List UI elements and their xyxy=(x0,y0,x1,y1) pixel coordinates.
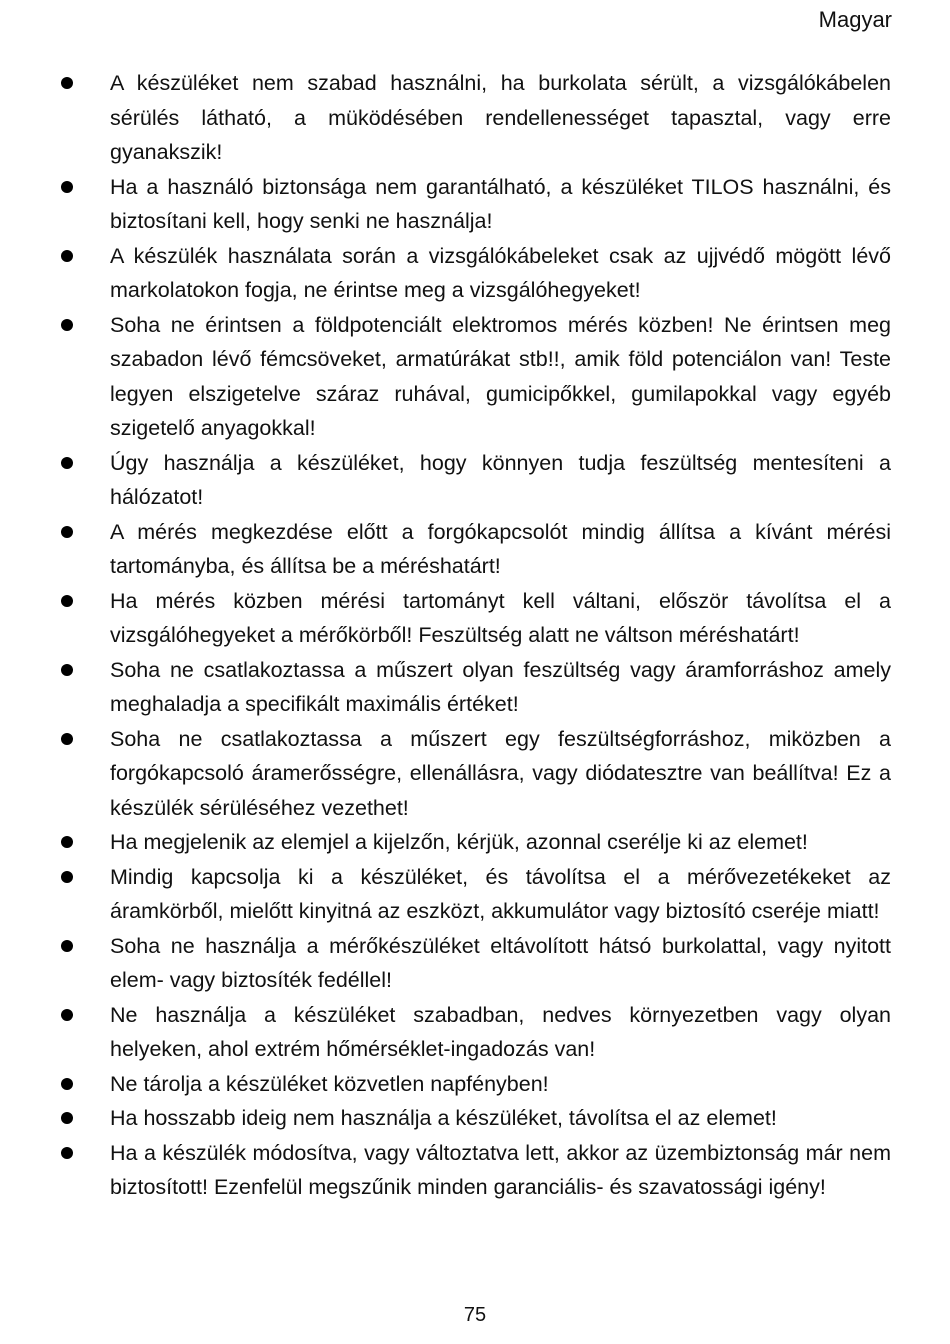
bullet-icon xyxy=(61,1147,73,1159)
list-item-text: Soha ne csatlakoztassa a műszert olyan feszültség vagy áramforráshoz amely meghaladja a specifikált maximális értéket! xyxy=(110,657,891,716)
list-item xyxy=(0,515,950,584)
bullet-icon xyxy=(61,319,73,331)
bullet-icon xyxy=(61,181,73,193)
list-item xyxy=(0,170,950,239)
bullet-icon xyxy=(61,940,73,952)
list-item-text: Mindig kapcsolja ki a készüléket, és távolítsa el a mérővezetékeket az áramkörből, mielőtt kinyitná az eszközt, akkumulátor vagy biztosító cseréje miatt! xyxy=(110,864,891,923)
list-item-text: Ha mérés közben mérési tartományt kell váltani, először távolítsa el a vizsgálóhegyeket a mérőkörből! Feszültség alatt ne váltson méréshatárt! xyxy=(110,588,891,647)
bullet-icon xyxy=(61,250,73,262)
list-item xyxy=(0,66,950,170)
list-item xyxy=(0,1101,950,1136)
list-item-text: Ha megjelenik az elemjel a kijelzőn, kérjük, azonnal cserélje ki az elemet! xyxy=(110,830,808,854)
bullet-icon xyxy=(61,1009,73,1021)
list-item-text: Soha ne használja a mérőkészüléket eltávolított hátsó burkolattal, vagy nyitott elem- vagy biztosíték fedéllel! xyxy=(110,933,891,992)
list-item-text: Úgy használja a készüléket, hogy könnyen tudja feszültség mentesíteni a hálózatot! xyxy=(110,450,891,509)
list-item xyxy=(0,929,950,998)
list-item xyxy=(0,860,950,929)
bullet-icon xyxy=(61,1112,73,1124)
list-item xyxy=(0,825,950,860)
list-item xyxy=(0,1136,950,1205)
list-item-text: Soha ne csatlakoztassa a műszert egy feszültségforráshoz, miközben a forgókapcsoló áramerősségre, ellenállásra, vagy diódatesztre van beállítva! Ez a készülék sérüléséhez vezethet! xyxy=(110,726,891,820)
bullet-icon xyxy=(61,836,73,848)
list-item xyxy=(0,998,950,1067)
language-header: Magyar xyxy=(818,7,892,32)
list-item-text: Ha a használó biztonsága nem garantálható, a készüléket TILOS használni, és biztosítani kell, hogy senki ne használja! xyxy=(110,174,891,233)
list-item xyxy=(0,584,950,653)
list-item xyxy=(0,653,950,722)
bullet-icon xyxy=(61,664,73,676)
list-item-text: A mérés megkezdése előtt a forgókapcsolót mindig állítsa a kívánt mérési tartományba, és állítsa be a méréshatárt! xyxy=(110,519,891,578)
list-item xyxy=(0,239,950,308)
list-item-text: Ha hosszabb ideig nem használja a készüléket, távolítsa el az elemet! xyxy=(110,1106,777,1130)
list-item xyxy=(0,722,950,826)
list-item-text: A készüléket nem szabad használni, ha burkolata sérült, a vizsgálókábelen sérülés látható, a müködésében rendellenességet tapasztal, vagy erre gyanakszik! xyxy=(110,71,891,164)
bullet-icon xyxy=(61,457,73,469)
list-item-text: Soha ne érintsen a földpotenciált elektromos mérés közben! Ne érintsen meg szabadon lévő fémcsöveket, armatúrákat stb!!, amik föld potenciálon van! Teste legyen elszigetelve száraz ruhával, gumicipőkkel, gumilapokkal vagy egyéb szigetelő anyagokkal! xyxy=(110,312,891,440)
list-item-text: A készülék használata során a vizsgálókábeleket csak az ujjvédő mögött lévő markolatokon fogja, ne érintse meg a vizsgálóhegyeket! xyxy=(110,243,891,302)
bullet-icon xyxy=(61,595,73,607)
list-item-text: Ha a készülék módosítva, vagy változtatva lett, akkor az üzembiztonság már nem biztosított! Ezenfelül megszűnik minden garanciális- és szavatossági igény! xyxy=(110,1140,891,1199)
list-item xyxy=(0,308,950,446)
bullet-icon xyxy=(61,733,73,745)
bullet-icon xyxy=(61,871,73,883)
bullet-icon xyxy=(61,77,73,89)
list-item-text: Ne használja a készüléket szabadban, nedves környezetben vagy olyan helyeken, ahol extrém hőmérséklet-ingadozás van! xyxy=(110,1002,891,1061)
list-item-text: Ne tárolja a készüléket közvetlen napfényben! xyxy=(110,1071,549,1096)
list-item xyxy=(0,446,950,515)
bullet-icon xyxy=(61,526,73,538)
safety-instructions-list xyxy=(0,66,950,1205)
list-item xyxy=(0,1067,950,1102)
page-number: 75 xyxy=(463,1304,487,1326)
bullet-icon xyxy=(61,1078,73,1090)
